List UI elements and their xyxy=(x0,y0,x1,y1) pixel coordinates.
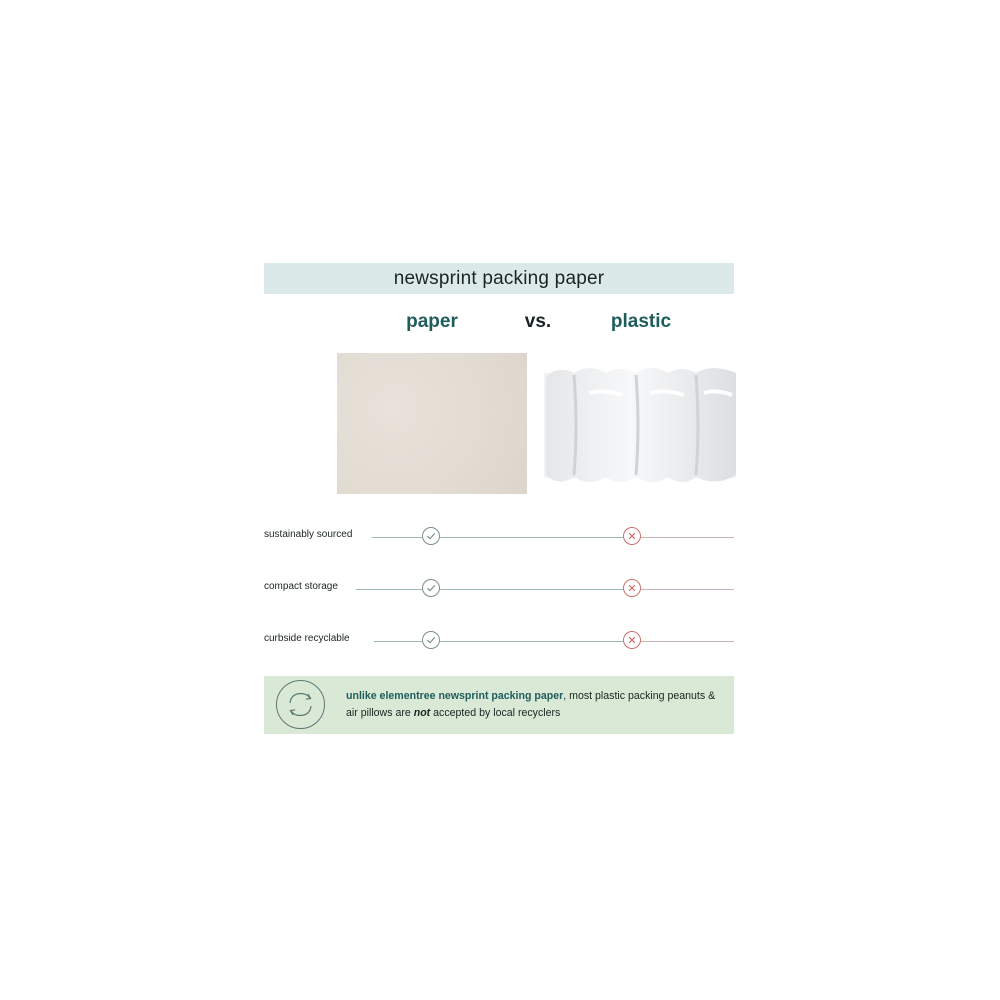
note-text: , most plastic packing peanuts & air pillows are xyxy=(346,690,716,719)
check-icon xyxy=(422,527,440,545)
check-icon xyxy=(422,579,440,597)
recycle-icon xyxy=(276,680,325,729)
row-label: compact storage xyxy=(264,581,344,592)
paper-column-heading: paper xyxy=(406,311,458,332)
recycling-callout xyxy=(264,676,734,734)
comparison-row xyxy=(264,526,734,548)
versus-label: vs. xyxy=(524,311,552,332)
check-icon xyxy=(422,631,440,649)
page-title: newsprint packing paper xyxy=(393,267,605,289)
x-icon xyxy=(623,527,641,545)
row-label: curbside recyclable xyxy=(264,633,356,644)
comparison-row xyxy=(264,630,734,652)
title-banner xyxy=(264,263,734,294)
newsprint-paper-image xyxy=(337,353,527,494)
row-label: sustainably sourced xyxy=(264,529,358,540)
recycling-note xyxy=(346,688,726,722)
note-emphasis: not xyxy=(413,707,431,719)
plastic-column-heading: plastic xyxy=(610,311,672,332)
air-pillow-plastic-image xyxy=(544,363,736,488)
brand-highlight: unlike elementree newsprint packing paper xyxy=(346,690,564,702)
x-icon xyxy=(623,579,641,597)
note-text-end: accepted by local recyclers xyxy=(430,707,561,719)
comparison-row xyxy=(264,578,734,600)
x-icon xyxy=(623,631,641,649)
